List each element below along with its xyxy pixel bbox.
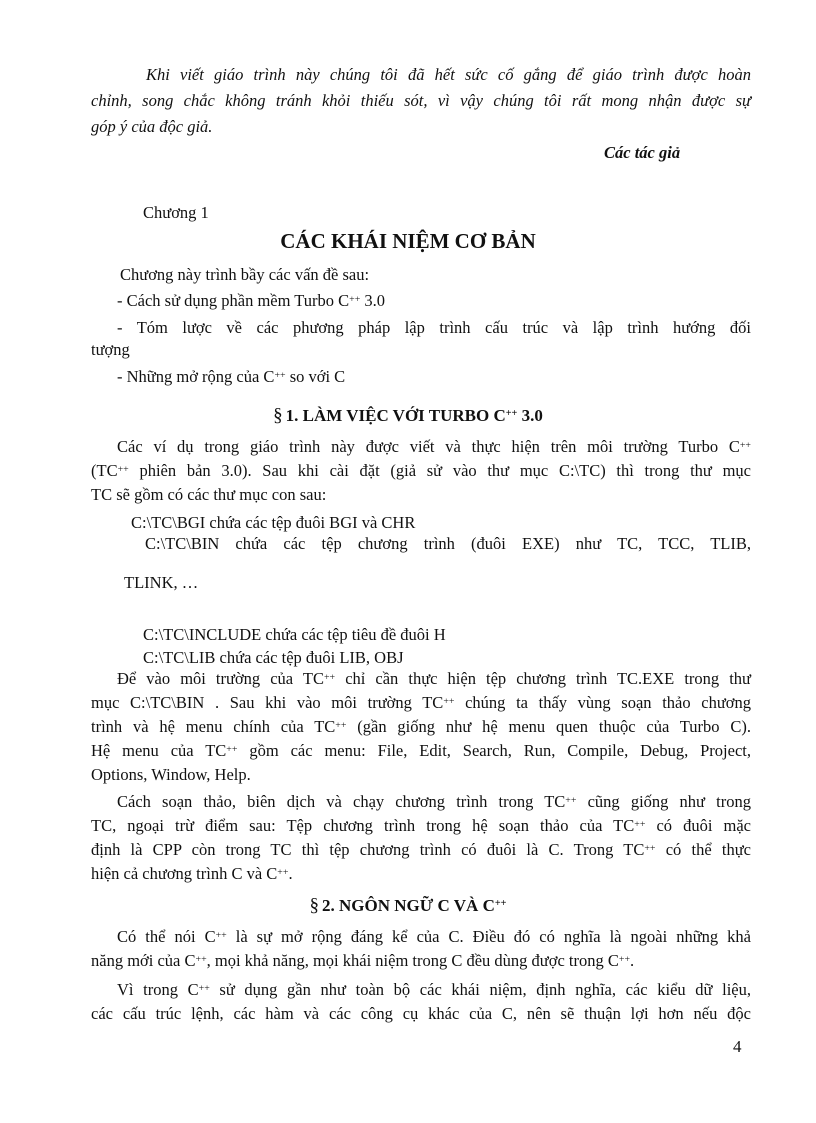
paragraph-line: (TC++ phiên bản 3.0). Sau khi cài đặt (giả sử vào thư mục C:\TC) thì trong thư mục bbox=[91, 461, 751, 480]
chapter-bullet: - Những mở rộng của C++ so với C bbox=[117, 367, 346, 386]
chapter-intro: Chương này trình bầy các vấn đề sau: bbox=[120, 265, 370, 284]
paragraph-line: định là CPP còn trong TC thì tệp chương trình có đuôi là C. Trong TC++ có thể thực bbox=[91, 840, 751, 859]
section-heading: § 1. LÀM VIỆC VỚI TURBO C++ 3.0 bbox=[273, 405, 543, 426]
paragraph-line: TC, ngoại trừ điểm sau: Tệp chương trình trong hệ soạn thảo của TC++ có đuôi mặc bbox=[91, 816, 751, 835]
directory-item-cont: TLINK, … bbox=[124, 573, 199, 592]
paragraph-line: Các ví dụ trong giáo trình này được viết và thực hiện trên môi trường Turbo C++ bbox=[117, 437, 751, 456]
preface-signature: Các tác giả bbox=[604, 143, 681, 162]
paragraph-line: Để vào môi trường của TC++ chỉ cần thực hiện tệp chương trình TC.EXE trong thư bbox=[117, 669, 751, 688]
directory-item: C:\TC\INCLUDE chứa các tệp tiêu đề đuôi H bbox=[143, 625, 446, 644]
paragraph-line: hiện cả chương trình C và C++. bbox=[91, 864, 293, 883]
chapter-bullet: - Cách sử dụng phần mềm Turbo C++ 3.0 bbox=[117, 291, 386, 310]
paragraph-line: Có thể nói C++ là sự mở rộng đáng kể của C. Điều đó có nghĩa là ngoài những khả bbox=[117, 927, 751, 946]
preface-line: góp ý của độc giả. bbox=[91, 117, 213, 136]
chapter-bullet: - Tóm lược về các phương pháp lập trình cấu trúc và lập trình hướng đối bbox=[117, 318, 751, 337]
paragraph-line: Options, Window, Help. bbox=[91, 765, 251, 784]
paragraph-line: trình và hệ menu chính của TC++ (gần giống như hệ menu quen thuộc của Turbo C). bbox=[91, 717, 752, 736]
directory-item: C:\TC\BIN chứa các tệp chương trình (đuôi EXE) như TC, TCC, TLIB, bbox=[145, 534, 751, 553]
paragraph-line: Vì trong C++ sử dụng gần như toàn bộ các khái niệm, định nghĩa, các kiểu dữ liệu, bbox=[117, 980, 751, 999]
section-symbol: § bbox=[273, 405, 283, 426]
chapter-title: CÁC KHÁI NIỆM CƠ BẢN bbox=[280, 229, 536, 253]
chapter-bullet-cont: tượng bbox=[91, 340, 130, 359]
section-symbol: § bbox=[309, 895, 320, 916]
paragraph-line: các cấu trúc lệnh, các hàm và các công cụ khác của C, nên sẽ thuận lợi hơn nếu độc bbox=[91, 1004, 751, 1023]
page-number: 4 bbox=[733, 1037, 742, 1056]
paragraph-line: TC sẽ gồm có các thư mục con sau: bbox=[91, 485, 327, 504]
preface-line: chỉnh, song chắc không tránh khỏi thiếu sót, vì vậy chúng tôi rất mong nhận được sự bbox=[91, 91, 751, 110]
chapter-label: Chương 1 bbox=[143, 203, 209, 222]
directory-item: C:\TC\BGI chứa các tệp đuôi BGI và CHR bbox=[131, 513, 416, 532]
paragraph-line: Hệ menu của TC++ gồm các menu: File, Edit, Search, Run, Compile, Debug, Project, bbox=[91, 741, 751, 760]
preface-line: Khi viết giáo trình này chúng tôi đã hết sức cố gắng để giáo trình được hoàn bbox=[146, 65, 751, 84]
paragraph-line: Cách soạn thảo, biên dịch và chạy chương trình trong TC++ cũng giống như trong bbox=[117, 792, 751, 811]
directory-item: C:\TC\LIB chứa các tệp đuôi LIB, OBJ bbox=[143, 648, 404, 667]
section-heading: § 2. NGÔN NGỮ C VÀ C++ bbox=[309, 895, 507, 916]
paragraph-line: mục C:\TC\BIN . Sau khi vào môi trường TC++ chúng ta thấy vùng soạn thảo chương bbox=[91, 693, 751, 712]
paragraph-line: năng mới của C++, mọi khả năng, mọi khái niệm trong C đều dùng được trong C++. bbox=[91, 951, 635, 970]
